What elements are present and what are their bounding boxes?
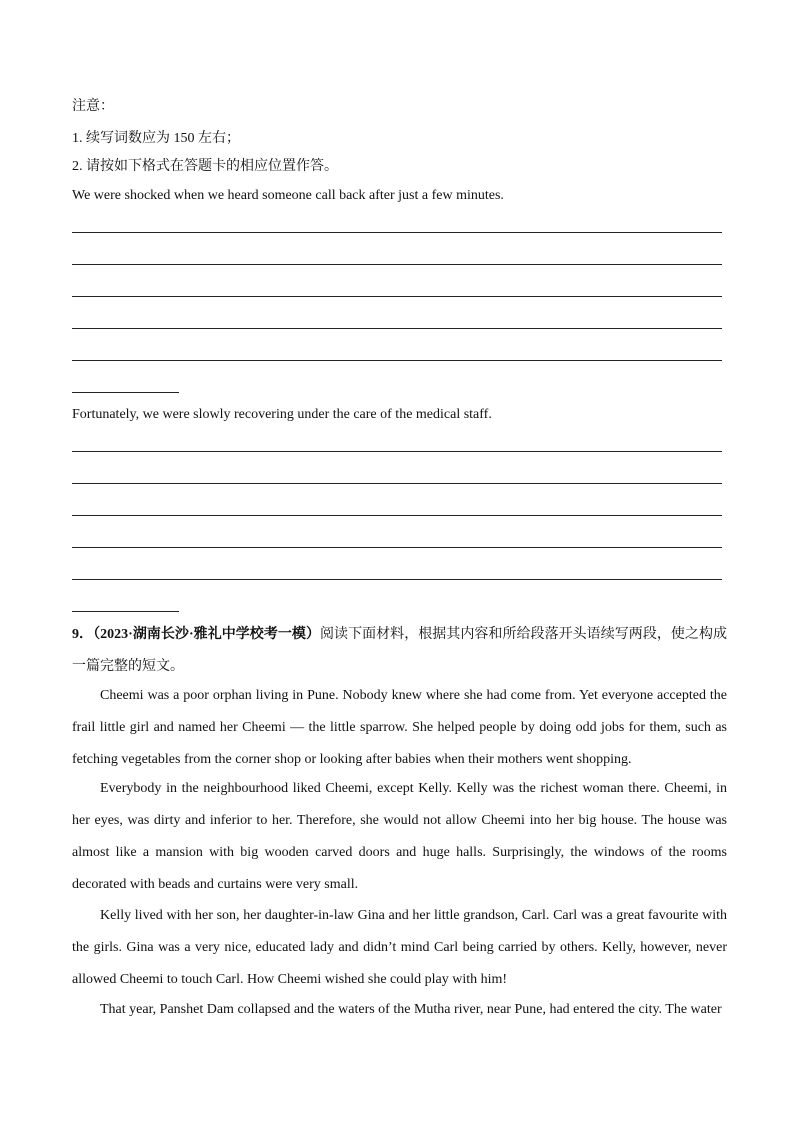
notes-heading: 注意： <box>72 99 114 114</box>
story-paragraph-1: Cheemi was a poor orphan living in Pune. Nobody knew where she had come from. Yet everyone accepted the frail little girl and named her Cheemi — the little sparrow. She helped people by doing odd jobs for them, such as fetching vegetables from the corner shop or looking after babies when their mothers went shopping. <box>72 688 727 767</box>
story-paragraph-4: That year, Panshet Dam collapsed and the waters of the Mutha river, near Pune, had entered the city. The water <box>100 1002 722 1017</box>
answer-line <box>72 232 722 233</box>
question-number: 9． <box>72 627 94 642</box>
question-9 <box>72 619 727 683</box>
prompt-paragraph-1: We were shocked when we heard someone call back after just a few minutes. <box>72 188 504 203</box>
story-paragraph-3: Kelly lived with her son, her daughter-in-law Gina and her little grandson, Carl. Carl was a great favourite with the girls. Gina was a very nice, educated lady and didn’t mind Carl being carried by others. Kelly, however, never allowed Cheemi to touch Carl. How Cheemi wished she could play with him! <box>72 908 727 987</box>
question-instruction: 阅读下面材料，根据其内容和所给段落开头语续写两段，使之构成一篇完整的短文。 <box>72 627 728 674</box>
question-source: （2023·湖南长沙·雅礼中学校考一模） <box>93 627 320 642</box>
answer-line <box>72 547 722 548</box>
answer-line <box>72 264 722 265</box>
answer-line <box>72 579 722 580</box>
answer-line-short <box>72 392 179 393</box>
answer-line <box>72 328 722 329</box>
answer-line-short <box>72 611 179 612</box>
notes-item-2: 2. 请按如下格式在答题卡的相应位置作答。 <box>72 159 338 174</box>
story-paragraph-2: Everybody in the neighbourhood liked Cheemi, except Kelly. Kelly was the richest woman there. Cheemi, in her eyes, was dirty and inferior to her. Therefore, she would not allow Cheemi into her big house. The house was almost like a mansion with big wooden carved doors and huge halls. Surprisingly, the windows of the rooms decorated with beads and curtains were very small. <box>72 781 727 892</box>
answer-line <box>72 515 722 516</box>
answer-line <box>72 451 722 452</box>
prompt-paragraph-2: Fortunately, we were slowly recovering under the care of the medical staff. <box>72 407 492 422</box>
answer-line <box>72 296 722 297</box>
answer-line <box>72 360 722 361</box>
notes-item-1: 1. 续写词数应为 150 左右； <box>72 131 240 146</box>
answer-line <box>72 483 722 484</box>
